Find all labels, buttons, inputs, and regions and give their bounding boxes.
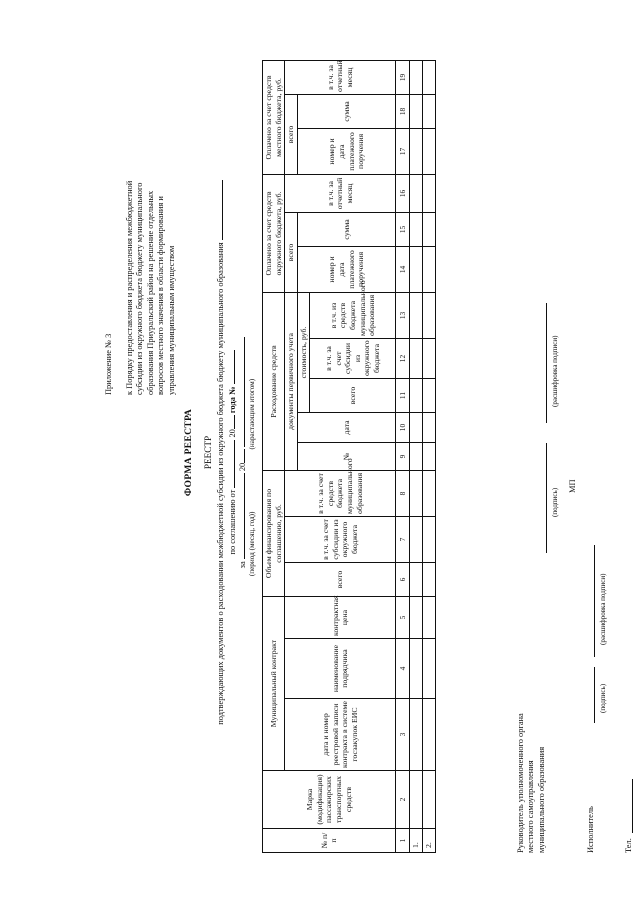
table-cell [410, 379, 423, 413]
head-sign-caption: (подпись) [551, 487, 559, 517]
appendix-line: к Порядку предоставления и распределения межбюджетной [124, 180, 134, 395]
table-cell [410, 563, 423, 597]
table-cell [410, 60, 423, 94]
signature-block [516, 53, 633, 853]
executor-label: Исполнитель [586, 806, 595, 853]
header-cost: стоимость, руб. [297, 292, 310, 412]
table-cell [422, 413, 435, 443]
header-sum-local: сумма [297, 94, 396, 128]
agreement-number-fill-line [226, 350, 235, 384]
column-number: 7 [396, 517, 410, 563]
header-paid-local: Оплачено за счет средств местного бюджета, руб. [263, 60, 285, 174]
row-number: 2. [422, 829, 435, 853]
column-number: 15 [396, 212, 410, 246]
head-signature-line [546, 443, 547, 553]
header-num: № п/п [263, 829, 396, 853]
header-financing: Объем финансирования по соглашению, руб. [263, 471, 285, 597]
table-cell [410, 128, 423, 174]
period-for-label: за [238, 561, 247, 569]
table-cell [422, 94, 435, 128]
column-number: 10 [396, 413, 410, 443]
table-cell [422, 379, 435, 413]
table-cell [422, 471, 435, 517]
period-fill-line [236, 473, 245, 559]
header-price: контрактная цена [285, 597, 396, 639]
phone-label: Тел. [624, 838, 633, 853]
table-cell [422, 639, 435, 699]
agreement-from-label: по соглашению от [228, 489, 238, 555]
column-number: 18 [396, 94, 410, 128]
table-cell [410, 174, 423, 212]
period-year-prefix: 20 [238, 462, 247, 472]
head-decode-line [546, 303, 547, 423]
column-number: 1 [396, 829, 410, 853]
header-payment-order-local: номер и дата платежного поручения [297, 128, 396, 174]
appendix-block [104, 95, 178, 395]
form-title: ФОРМА РЕЕСТРА [183, 408, 194, 497]
header-payment-order-district: номер и дата платежного поручения [297, 246, 396, 292]
header-reporting-month-district: в т.ч. за отчетный месяц [285, 174, 396, 212]
header-cost-total: всего [310, 379, 396, 413]
period-captions [247, 0, 256, 905]
column-number: 12 [396, 339, 410, 379]
header-brand: Марка (модификация) пассажирских транспортных средств [263, 771, 396, 829]
municipality-fill-line [214, 180, 223, 240]
agreement-year-prefix: 20 [228, 429, 238, 438]
table-cell [410, 413, 423, 443]
column-number: 11 [396, 379, 410, 413]
column-number: 3 [396, 699, 410, 771]
header-reporting-month-local: в т.ч. за отчетный месяц [285, 60, 396, 94]
agreement-year-fill-line [226, 415, 235, 429]
head-decode-caption: (расшифровка подписи) [551, 335, 559, 407]
cumulative-caption: (нарастающим итогом) [248, 378, 256, 450]
column-number: 19 [396, 60, 410, 94]
table-cell [410, 699, 423, 771]
table-cell [422, 339, 435, 379]
header-doc-no: № [297, 443, 396, 471]
table-cell [410, 771, 423, 829]
register-table [262, 60, 436, 853]
appendix-line: субсидии из окружного бюджета бюджету муниципального [135, 182, 145, 395]
header-sum-district: сумма [297, 212, 396, 246]
stamp-label: МП [568, 479, 577, 493]
header-total-district: всего [285, 212, 298, 292]
table-cell [422, 128, 435, 174]
header-contract-date: дата и номер реестровой записи контракта в системе госзакупок ЕИС [285, 699, 396, 771]
header-fin-district: в т.ч. за счет субсидии из окружного бюджета [285, 517, 396, 563]
header-total-local: всего [285, 94, 298, 174]
phone-fill-line [632, 779, 633, 833]
header-fin-total: всего [285, 563, 396, 597]
register-subtitle: подтверждающих документов о расходовании межбюджетной субсидии из окружного бюджета бюджету муниципального образования [216, 242, 225, 725]
table-cell [410, 292, 423, 338]
appendix-number: Приложение № 3 [104, 333, 113, 395]
period-caption: (период (месяц, год)) [248, 511, 256, 577]
executor-signature-line [594, 667, 595, 723]
table-cell [410, 246, 423, 292]
period-year-fill-line [236, 449, 245, 463]
table-cell [410, 212, 423, 246]
header-paid-district: Оплачено за счет средств окружного бюджета, руб. [263, 174, 285, 292]
executor-sign-caption: (подпись) [599, 683, 607, 713]
table-cell [422, 246, 435, 292]
column-number: 5 [396, 597, 410, 639]
column-number: 14 [396, 246, 410, 292]
head-official-label [516, 53, 547, 853]
column-number: 8 [396, 471, 410, 517]
agreement-date-fill-line [226, 440, 235, 488]
column-number: 13 [396, 292, 410, 338]
column-number: 2 [396, 771, 410, 829]
row-number: 1. [410, 829, 423, 853]
column-number: 16 [396, 174, 410, 212]
table-cell [422, 60, 435, 94]
column-number-row [396, 60, 410, 852]
table-cell [410, 94, 423, 128]
header-supplier: наименование подрядчика [285, 639, 396, 699]
executor-decode-line [594, 545, 595, 657]
table-cell [422, 699, 435, 771]
cumulative-fill-line [236, 337, 245, 447]
table-cell [422, 292, 435, 338]
header-fin-municipal: в т.ч. за счет средств бюджета муниципального образования [285, 471, 396, 517]
table-row [422, 60, 435, 852]
agreement-number-label: года № [228, 386, 238, 414]
header-cost-municipal: в т.ч. из средств бюджета муниципального образования [310, 292, 396, 338]
head-official-line: муниципального образования [536, 746, 546, 853]
table-cell [410, 517, 423, 563]
table-cell [422, 174, 435, 212]
table-cell [410, 597, 423, 639]
head-official-line: Руководитель уполномоченного органа [516, 713, 525, 853]
period-line [236, 0, 247, 905]
header-contract: Муниципальный контракт [263, 597, 285, 771]
table-cell [410, 471, 423, 517]
executor-decode-caption: (расшифровка подписи) [599, 573, 607, 645]
header-doc-date: дата [297, 413, 396, 443]
table-cell [422, 563, 435, 597]
header-spending: Расходование средств [263, 292, 285, 470]
table-cell [422, 443, 435, 471]
column-number: 9 [396, 443, 410, 471]
column-number: 4 [396, 639, 410, 699]
table-cell [422, 771, 435, 829]
table-cell [422, 212, 435, 246]
head-official-line: местного самоуправления [526, 760, 536, 853]
table-cell [422, 517, 435, 563]
column-number: 6 [396, 563, 410, 597]
header-cost-district: в т.ч. за счет субсидии из окружного бюджета [310, 339, 396, 379]
appendix-line: вопросов местного значения в области формирования и [156, 196, 166, 395]
table-cell [410, 339, 423, 379]
header-docs: документы первичного учета [285, 292, 298, 470]
appendix-line: управления муниципальным имуществом [166, 245, 176, 395]
table-cell [410, 443, 423, 471]
table-cell [422, 597, 435, 639]
column-number: 17 [396, 128, 410, 174]
register-title: РЕЕСТР [203, 435, 213, 470]
appendix-line: образования Приуральский район на решение отдельных [145, 190, 155, 395]
table-row [410, 60, 423, 852]
table-cell [410, 639, 423, 699]
